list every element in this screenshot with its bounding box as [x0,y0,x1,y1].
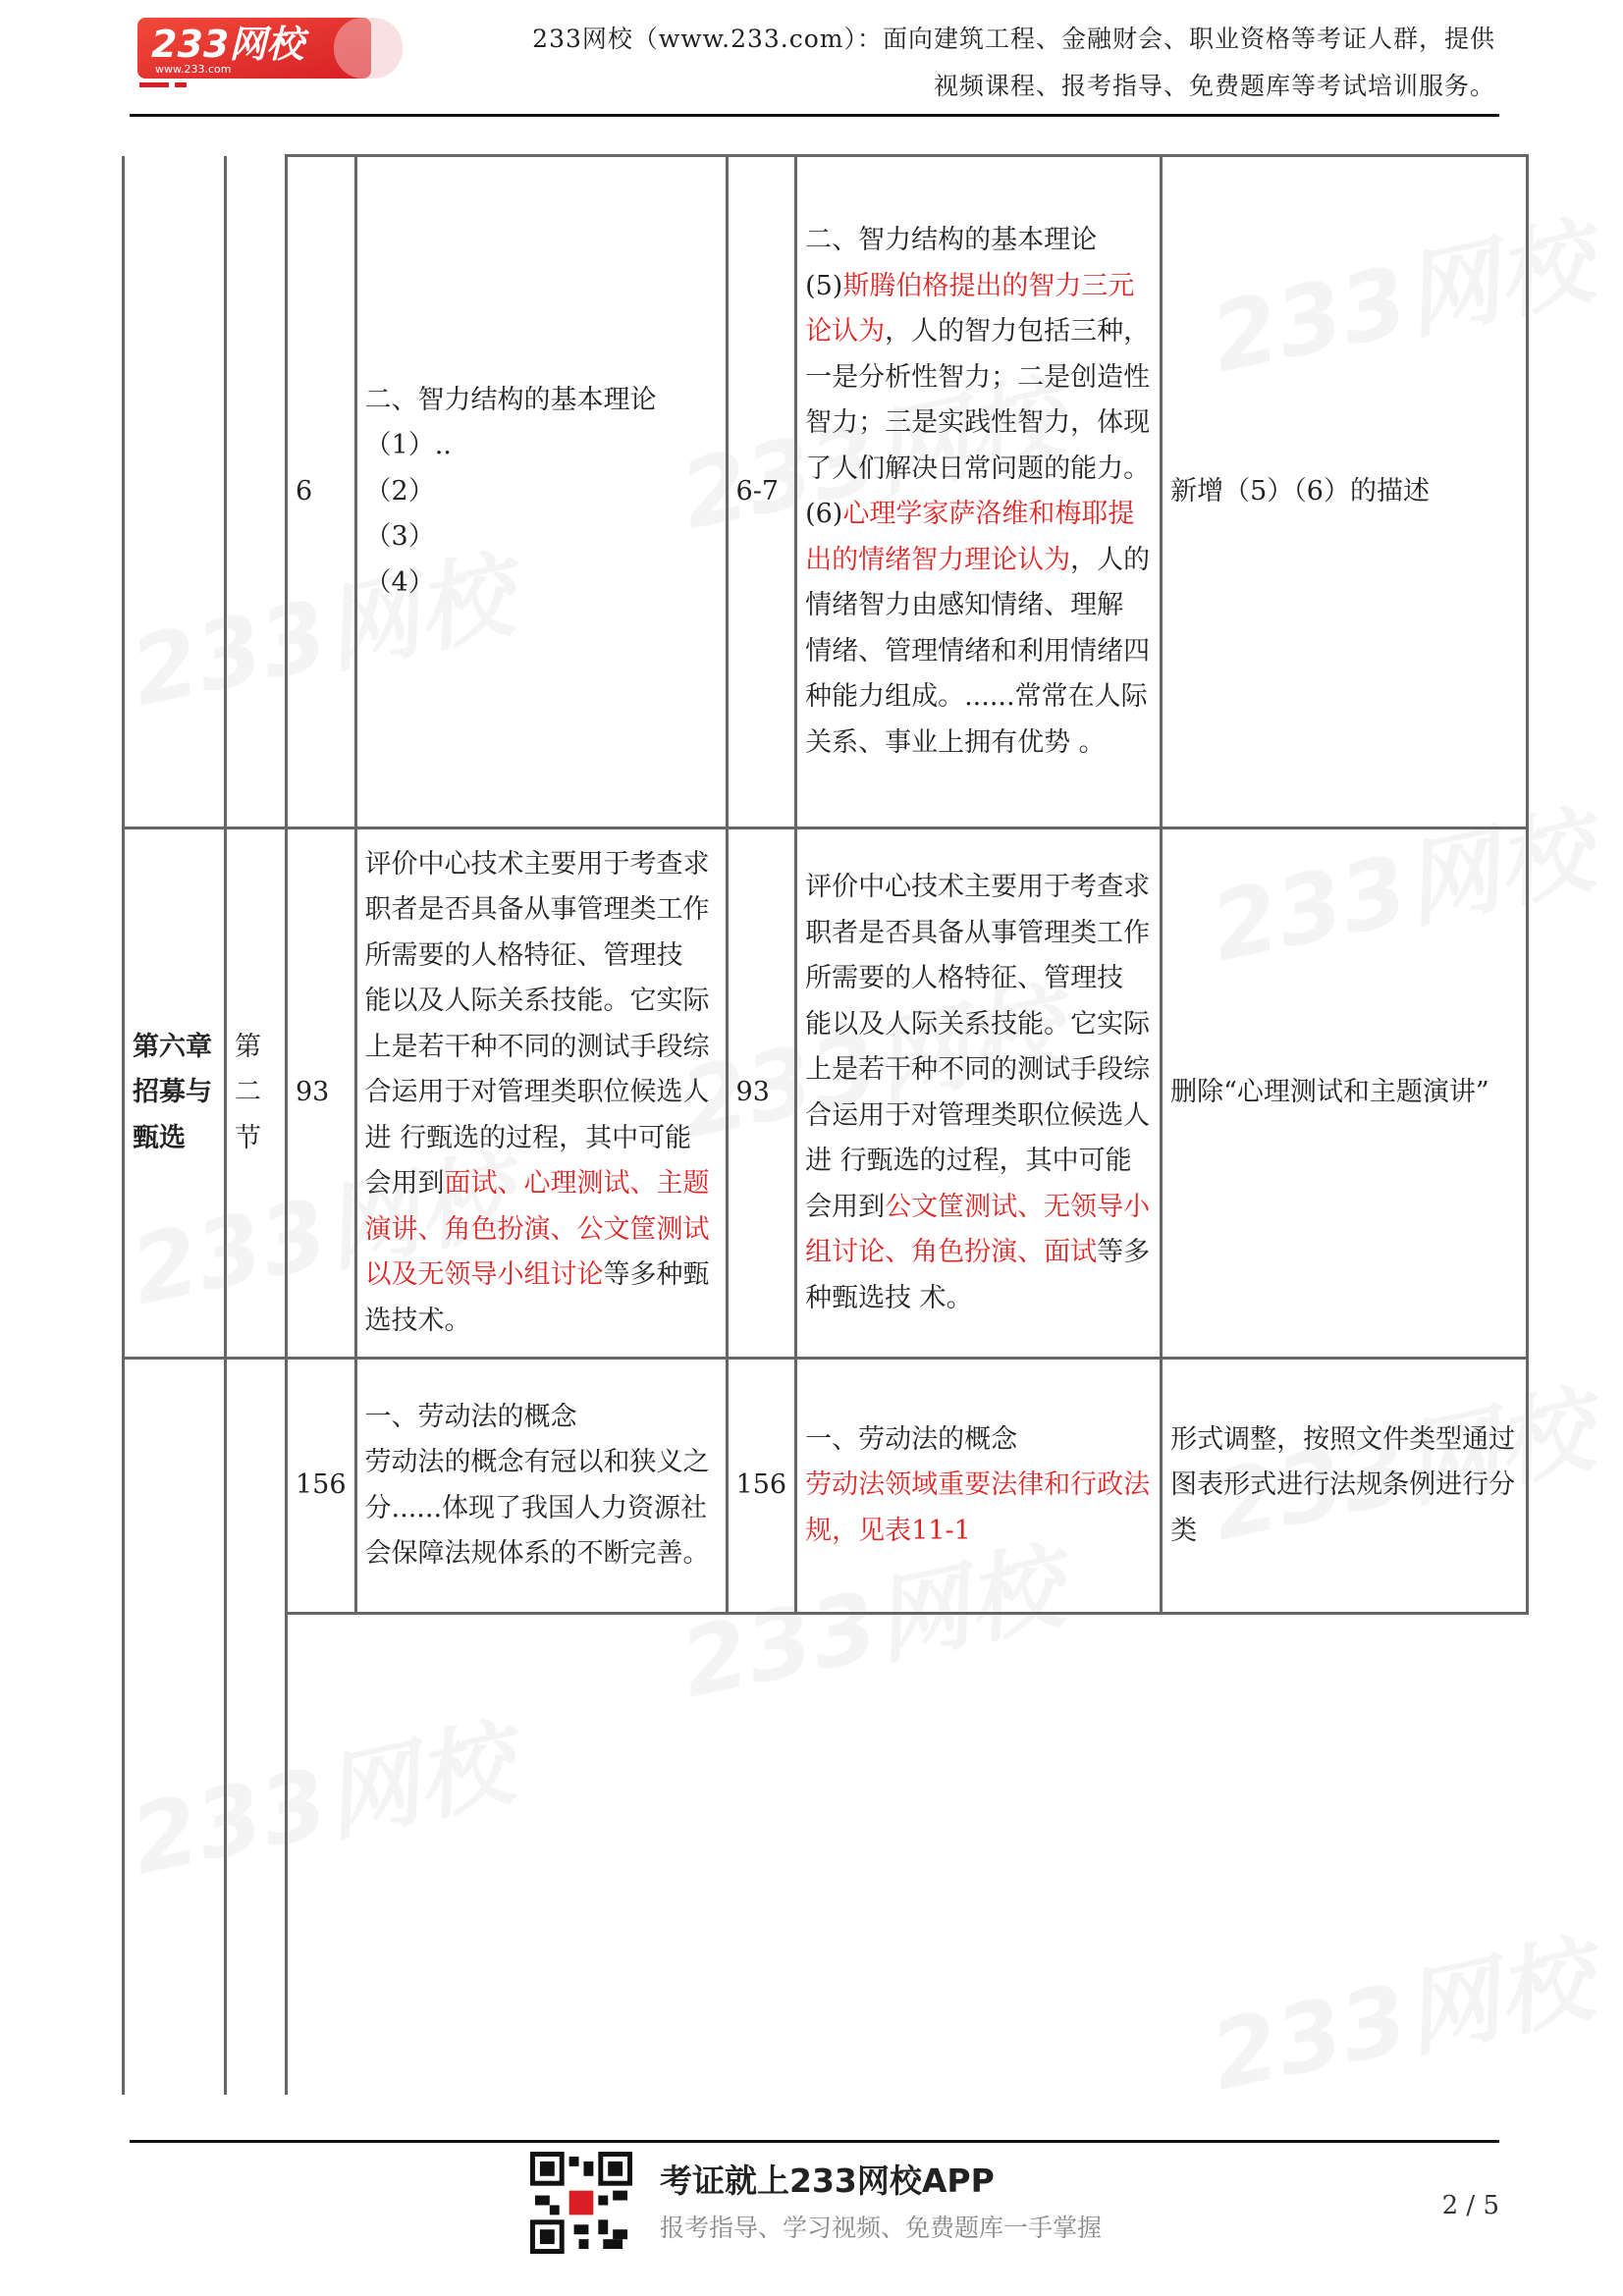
point-number: (5) [805,270,843,301]
header-intro: 233网校（www.233.com）：面向建筑工程、金融财会、职业资格等考证人群，提供视频课程、报考指导、免费题库等考试培训服务。 [532,25,1495,100]
section-cell: 第二节 [226,828,287,1359]
old-content-cell [355,1359,727,1614]
header-divider [130,114,1499,117]
old-content-heading: 一、劳动法的概念 [364,1401,577,1432]
new-content-cell [796,1359,1162,1614]
body-text: 评价中心技术主要用于考查求职者是否具备从事管理类工作所需要的人格特征、管理技 能以及人际关系技能。它实际上是若干种不同的测试手段综合运用于对管理类职位候选人进 行甄选的过程，其中可能会用到 [364,848,710,1200]
table-row [124,1359,1528,1614]
table-row-empty [124,1614,1528,2095]
app-promo-subtitle: 报考指导、学习视频、免费题库一手掌握 [660,2214,1103,2242]
brand-logo [137,14,405,90]
new-page-cell: 156 [727,1359,796,1614]
note-cell: 形式调整，按照文件类型通过图表形式进行法规条例进行分类 [1162,1359,1528,1614]
new-content-heading: 一、劳动法的概念 [805,1423,1018,1455]
app-promo-title: 考证就上233网校APP [660,2162,995,2200]
point-number: (6) [805,499,843,529]
body-text: ，人的智力包括三种，一是分析性智力；二是创造性智力；三是实践性智力，体现了人们解决日常问题的能力。 [805,316,1151,484]
new-content-cell [796,156,1162,828]
body-text: 等多种甄选技 术。 [805,1237,1151,1313]
old-page-cell: 93 [287,828,356,1359]
highlight-text: 斯腾伯格提出的智力三元论认为 [805,270,1135,347]
note-cell: 删除“心理测试和主题演讲” [1162,828,1528,1359]
footer-divider [130,2140,1499,2143]
old-content-cell [355,156,727,828]
logo-text: 233网校 [151,23,304,66]
old-content-cell [355,828,727,1359]
chapter-cell [124,1359,226,2095]
qr-code-icon [530,2152,632,2254]
new-page-cell: 93 [727,828,796,1359]
highlight-text: 面试、心理测试、主题演讲、角色扮演、公文筐测试以及无领导小组讨论 [364,1168,710,1291]
body-text: ，人的情绪智力由感知情绪、理解 情绪、管理情绪和利用情绪四种能力组成。......常常在人际关系、事业上拥有优势 。 [805,544,1151,758]
new-content-heading: 二、智力结构的基本理论 [805,225,1098,255]
highlight-text: 心理学家萨洛维和梅耶提出的情绪智力理论认为 [805,499,1135,575]
table-row [124,156,1528,828]
body-text: 评价中心技术主要用于考查求职者是否具备从事管理类工作所需要的人格特征、管理技 能以及人际关系技能。它实际上是若干种不同的测试手段综合运用于对管理类职位候选人进 行甄选的过程，其中可能会用到 [805,872,1151,1222]
chapter-cell [124,156,226,828]
new-page-cell: 6-7 [727,156,796,828]
highlight-text: 劳动法领域重要法律和行政法规，见表11-1 [805,1469,1151,1546]
body-text: 等多种甄选技术。 [364,1259,710,1336]
highlight-text: 公文筐测试、无领导小组讨论、角色扮演、面试 [805,1191,1151,1267]
old-content-line: （4） [364,566,435,598]
old-content-line: （2） [364,475,435,507]
section-cell [226,156,287,828]
old-content-line: （3） [364,521,435,553]
section-cell [226,1359,287,2095]
old-content-line: （1）.. [364,430,452,461]
logo-url: www.233.com [155,63,232,76]
page-number: 2 / 5 [1441,2191,1499,2220]
old-content-line: 二、智力结构的基本理论 [364,384,657,415]
table-row [124,828,1528,1359]
old-page-cell: 156 [287,1359,356,1614]
old-page-cell: 6 [287,156,356,828]
note-cell: 新增（5）（6）的描述 [1162,156,1528,828]
body-text: 劳动法的概念有冠以和狭义之分......体现了我国人力资源社会保障法规体系的不断完善。 [364,1447,710,1569]
new-content-cell [796,828,1162,1359]
changes-table [122,154,1529,2095]
chapter-cell: 第六章招募与甄选 [124,828,226,1359]
empty-cell [287,1614,1528,2095]
